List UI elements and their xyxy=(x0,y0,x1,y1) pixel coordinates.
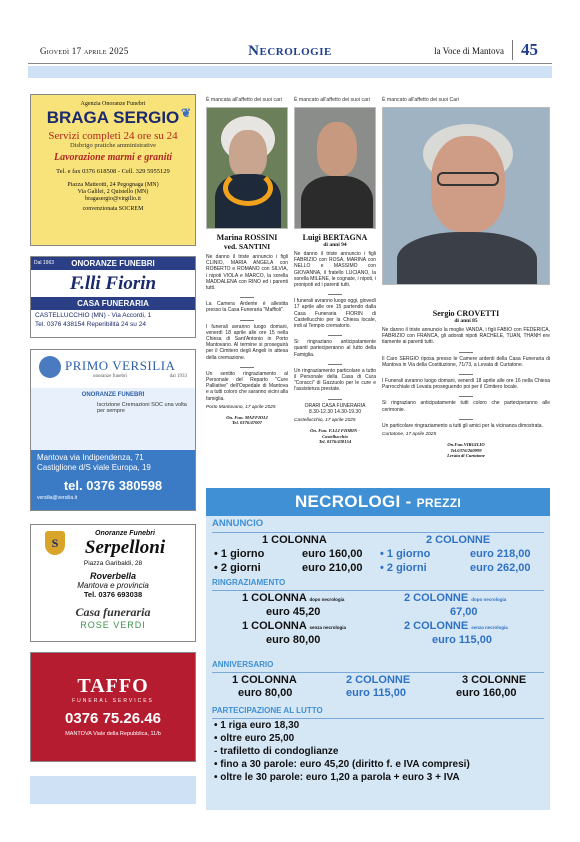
obituary-photo xyxy=(206,107,288,229)
ad-versilia-address1: Mantova via Indipendenza, 71 xyxy=(37,453,144,462)
ads-footer-strip xyxy=(30,776,196,804)
ring-2col-without: 2 COLONNE senza necrologia xyxy=(404,620,508,632)
anniv-col2-price: euro 115,00 xyxy=(346,687,406,699)
obituary-funeral-home xyxy=(382,442,550,459)
portrait-garland xyxy=(223,170,273,206)
ad-versilia-sub: onoranze funebri xyxy=(93,374,128,379)
publication-name: la Voce di Mantova xyxy=(434,46,504,56)
obituary-place-date: Curtatone, 17 aprile 2025 xyxy=(382,432,437,438)
obituary-rossini xyxy=(206,97,288,426)
prices-title: NECROLOGI - PREZZI xyxy=(206,488,550,516)
ad-braga-agency: Agenzia Onoranze Funebri xyxy=(80,101,146,107)
serpelloni-crest-icon: S xyxy=(45,531,65,555)
lutto-trafiletto: - trafiletto di condoglianze xyxy=(214,746,339,757)
ring-1col-with: 1 COLONNA dopo necrologia xyxy=(242,592,345,604)
obituary-intro: È mancato all'affetto dei suoi Cari xyxy=(382,97,460,103)
ad-taffo-phone: 0376 75.26.46 xyxy=(65,710,161,727)
divider xyxy=(240,297,254,298)
obituary-age: di anni 94 xyxy=(323,242,347,248)
section-lutto: PARTECIPAZIONE AL LUTTO xyxy=(212,706,323,715)
annuncio-2col-2g-price: euro 262,00 xyxy=(470,562,531,574)
divider xyxy=(212,590,544,591)
ring-1col-without-price: euro 80,00 xyxy=(266,634,321,646)
ad-braga-sergio xyxy=(30,94,196,246)
ad-versilia-cremation: Iscrizione Cremazioni SOC una volta per sempre xyxy=(97,402,187,414)
lutto-oltre-30: • oltre le 30 parole: euro 1,20 a parola + euro 3 + IVA xyxy=(214,772,460,783)
annuncio-2col-1g-price: euro 218,00 xyxy=(470,548,531,560)
divider xyxy=(459,396,473,397)
obituary-text: Si ringraziano anticipatamente tutti coloro che parteciperanno alle cerimonie. xyxy=(382,400,550,413)
divider xyxy=(328,364,342,365)
annuncio-2-giorni: • 2 giorni xyxy=(214,562,261,574)
funeral-home-town: Castellucchio xyxy=(322,433,348,439)
ad-braga-socrem: convenzionata SOCREM xyxy=(82,206,144,212)
ad-versilia-name: PRIMO VERSILIA xyxy=(65,358,176,373)
ad-braga-paperwork: Disbrigo pratiche amministrative xyxy=(70,142,156,149)
obituary-text: Ne danno il triste annuncio i figli FABRIZIO con ROSA, MARINA con NELLO e MASSIMO con GIOVANNA, il fratello LUCIANO, la sorella MILENE, le cognate, i nipoti, i pronipoti ed i parenti tutti. xyxy=(294,251,376,289)
obituary-intro: È mancata all'affetto dei suoi cari xyxy=(206,97,282,103)
anniv-col1-price: euro 80,00 xyxy=(238,687,293,699)
lutto-1-riga: • 1 riga euro 18,30 xyxy=(214,720,300,731)
obituary-text: I Funerali avranno luogo domani, venerdì 18 aprile alle ore 16 nella Chiesa Parrocchiale di Levata proseguendo poi per il Cimitero locale. xyxy=(382,378,550,391)
section-annuncio: ANNUNCIO xyxy=(212,518,264,529)
divider xyxy=(328,294,342,295)
ad-primo-versilia xyxy=(30,349,196,511)
ad-versilia-email: versilia@versilia.it xyxy=(37,495,78,501)
ad-fiorin-heading: ONORANZE FUNEBRI xyxy=(71,259,155,268)
divider xyxy=(212,532,544,533)
ring-2col-with: 2 COLONNE dopo necrologia xyxy=(404,592,507,604)
prices-box xyxy=(206,488,550,810)
obituary-text: Il Caro SERGIO riposa presso le Camere ardenti della Casa Funeraria di Mantova in Via della Costituzione, 71/73, a Levata di Curtatone. xyxy=(382,355,550,368)
obituary-text: Un sentito ringraziamento al Personale del Reparto "Cure Palliative" dell'Ospedale di Mantova e a tutti coloro che saranno vicini alla famiglia. xyxy=(206,370,288,402)
ad-fiorin-top xyxy=(31,257,195,270)
divider xyxy=(328,335,342,336)
obituary-crovetti xyxy=(382,97,550,459)
obituary-text: Ne danno il triste annuncio la moglie VANDA, i figli FABIO con FEDERICA, FABRIZIO con FRANCA, gli adorati nipoti RACHELE, TUAN, THANH ere tiamente ai parenti tutti. xyxy=(382,327,550,346)
ad-serpelloni-town: Roverbella xyxy=(89,571,137,581)
ad-taffo xyxy=(30,652,196,762)
divider xyxy=(240,320,254,321)
section-anniversario: ANNIVERSARIO xyxy=(212,660,274,669)
obituary-hours-title: ORARI CASA FUNERARIA xyxy=(304,402,366,409)
obituary-place-date: Porto Mantovano, 17 aprile 2025 xyxy=(206,404,276,410)
ad-braga-services: Servizi completi 24 ore su 24 xyxy=(48,130,178,142)
annuncio-col1-header: 1 COLONNA xyxy=(262,534,327,546)
funeral-home-name: On. Fun. F.LLI FIORIN - xyxy=(310,428,360,434)
header-color-strip xyxy=(28,66,552,78)
ad-serpelloni-heading: Onoranze Funebri xyxy=(95,530,155,537)
ad-fiorin-since: Dal 1963 xyxy=(34,260,55,266)
ad-braga-address1: Piazza Matteotti, 24 Pegognaga (MN) xyxy=(67,182,159,188)
divider xyxy=(212,672,544,673)
ad-serpelloni-rose: ROSE VERDI xyxy=(80,620,146,630)
obituary-funeral-home xyxy=(294,428,376,445)
divider xyxy=(212,718,544,719)
ad-versilia-onoranze: ONORANZE FUNEBRI xyxy=(81,392,145,398)
issue-date: Giovedì 17 aprile 2025 xyxy=(40,46,129,56)
ad-serpelloni-name: Serpelloni xyxy=(84,537,166,558)
annuncio-col2-header: 2 COLONNE xyxy=(426,534,491,546)
ad-fiorin-name: F.lli Fiorin xyxy=(69,273,157,294)
funeral-home-phone: Tel.0376/260999 xyxy=(450,447,482,453)
ad-fiorin xyxy=(30,256,196,338)
obituary-text: I funerali avranno luogo domani, venerdì 18 aprile alle ore 15 nella Chiesa di Sant'Antonio in Porto Mantovano. Al termine si proseguirà per il Cimitero degli Angeli in attesa della cremazione. xyxy=(206,323,288,361)
obituary-intro: È mancato all'affetto dei suoi cari xyxy=(294,97,370,103)
ad-serpelloni-address: Piazza Garibaldi, 28 xyxy=(83,560,143,567)
obituary-hours: 8.30-12.30 14.30-19.30 xyxy=(309,408,361,415)
portrait-glasses xyxy=(437,172,499,186)
ad-versilia-since: dal 1933 xyxy=(169,374,187,379)
funeral-home-town: Levata di Curtatone xyxy=(447,453,485,459)
ad-fiorin-address: CASTELLUCCHIO (MN) - Via Accordi, 1 xyxy=(35,312,152,319)
funeral-home-name: On.Fun.VIRGILIO xyxy=(447,442,485,448)
ad-taffo-name: TAFFO xyxy=(77,675,149,697)
versilia-emblem-icon xyxy=(39,356,61,378)
ad-versilia-phone: tel. 0376 380598 xyxy=(63,478,163,493)
ad-versilia-address2: Castiglione d/S viale Europa, 19 xyxy=(37,463,151,472)
ad-braga-name: BRAGA SERGIO ❦ xyxy=(46,106,191,127)
anniv-col2-header: 2 COLONNE xyxy=(346,674,411,686)
ad-braga-phones: Tel. e fax 0376 618508 - Cell. 329 5955129 xyxy=(56,168,170,175)
divider xyxy=(459,419,473,420)
obituary-text: Un particolare ringraziamento a tutti gli amici per la vicinanza dimostrata. xyxy=(382,422,543,429)
obituary-bertagna xyxy=(294,97,376,445)
ad-serpelloni-phone: Tel. 0376 693038 xyxy=(83,590,143,599)
anniv-col1-header: 1 COLONNA xyxy=(232,674,297,686)
ad-braga-address2: Via Galilei, 2 Quistello (MN) xyxy=(77,189,149,195)
divider xyxy=(459,374,473,375)
ad-taffo-sub: FUNERAL SERVICES xyxy=(72,698,154,704)
obituary-text: I funerali avranno luogo oggi, giovedì 17 aprile alle ore 15 partendo dalla Casa Funeraria FIORIN di Castellucchio per la Chiesa locale, indi al Tempio crematorio. xyxy=(294,298,377,330)
obituary-place-date: Castellucchio, 17 aprile 2025 xyxy=(294,418,356,424)
obituary-name: Marina ROSSINI xyxy=(216,233,278,242)
ad-serpelloni-area: Mantova e provincia xyxy=(77,581,149,590)
ad-serpelloni-casa: Casa funeraria xyxy=(75,605,151,619)
annuncio-2col-1g-label: • 1 giorno xyxy=(380,548,431,560)
obituary-text: La Camera Ardente è allestita presso la Casa Funeraria "Maffioli". xyxy=(206,301,288,314)
section-ringraziamento: RINGRAZIAMENTO xyxy=(212,578,286,587)
funeral-home-phone: Tel. 0376/47007 xyxy=(232,420,262,426)
obituary-text: Ne danno il triste annuncio i figli CLINIO, MARIA ANGELA con ROBERTO e ROMANO con SILVIA, i nipoti VIOLA e MARCO, la sorella MADDALENA con RINO ed i parenti tutti. xyxy=(206,254,288,292)
obituary-text: Un ringraziamento particolare a tutto il Personale della Casa di Cura "Coracci" di Gazzuolo per le cure e l'assistenza prestate. xyxy=(294,367,376,393)
obituary-name-married: ved. SANTINI xyxy=(223,242,271,251)
lutto-fino-30: • fino a 30 parole: euro 45,20 (diritto f. e IVA compresi) xyxy=(214,759,470,770)
page-header xyxy=(28,40,552,64)
anniv-col3-header: 3 COLONNE xyxy=(462,674,527,686)
annuncio-1col-1g-price: euro 160,00 xyxy=(302,548,363,560)
obituary-text: Si ringraziano anticipatamente quanti parteciperanno al lutto della Famiglia. xyxy=(294,339,376,358)
page-number: 45 xyxy=(512,40,538,60)
funeral-home-phone: Tel. 0376/438154 xyxy=(318,439,352,445)
divider xyxy=(328,399,342,400)
ad-serpelloni xyxy=(30,524,196,642)
lutto-oltre: • oltre euro 25,00 xyxy=(214,733,295,744)
divider xyxy=(240,367,254,368)
ring-1col-without: 1 COLONNA senza necrologia xyxy=(242,620,346,632)
anniv-col3-price: euro 160,00 xyxy=(456,687,517,699)
ad-versilia-contacts xyxy=(31,450,195,511)
ring-2col-with-price: 67,00 xyxy=(450,606,478,618)
obituary-photo xyxy=(382,107,550,285)
annuncio-1col-2g-price: euro 210,00 xyxy=(302,562,363,574)
portrait-jacket xyxy=(397,232,537,285)
obituary-name: Sergio CROVETTI xyxy=(432,309,500,318)
section-title: Necrologie xyxy=(248,43,332,59)
portrait-jacket xyxy=(301,176,373,229)
butterfly-icon: ❦ xyxy=(180,106,191,120)
ad-taffo-address: MANTOVA Viale della Repubblica, 11/b xyxy=(65,731,161,737)
divider xyxy=(459,352,473,353)
obituary-photo xyxy=(294,107,376,229)
portrait-face xyxy=(317,122,357,176)
annuncio-1-giorno: • 1 giorno xyxy=(214,548,265,560)
funeral-home-name: On. Fun. MAFFIOLI xyxy=(226,414,268,420)
ad-braga-marble: Lavorazione marmi e graniti xyxy=(53,152,173,163)
obituary-age: di anni 85 xyxy=(454,318,478,324)
ad-fiorin-phone: Tel. 0376 438154 Reperibilità 24 su 24 xyxy=(35,321,146,328)
annuncio-2col-2g-label: • 2 giorni xyxy=(380,562,427,574)
ring-2col-without-price: euro 115,00 xyxy=(432,634,492,646)
obituary-name: Luigi BERTAGNA xyxy=(302,233,368,242)
obituary-funeral-home xyxy=(206,415,288,426)
ring-1col-with-price: euro 45,20 xyxy=(266,606,321,618)
ad-fiorin-band: CASA FUNERARIA xyxy=(31,297,195,310)
ad-braga-email: bragasergio@virgilio.it xyxy=(85,196,141,202)
ad-versilia-logo xyxy=(31,350,195,388)
